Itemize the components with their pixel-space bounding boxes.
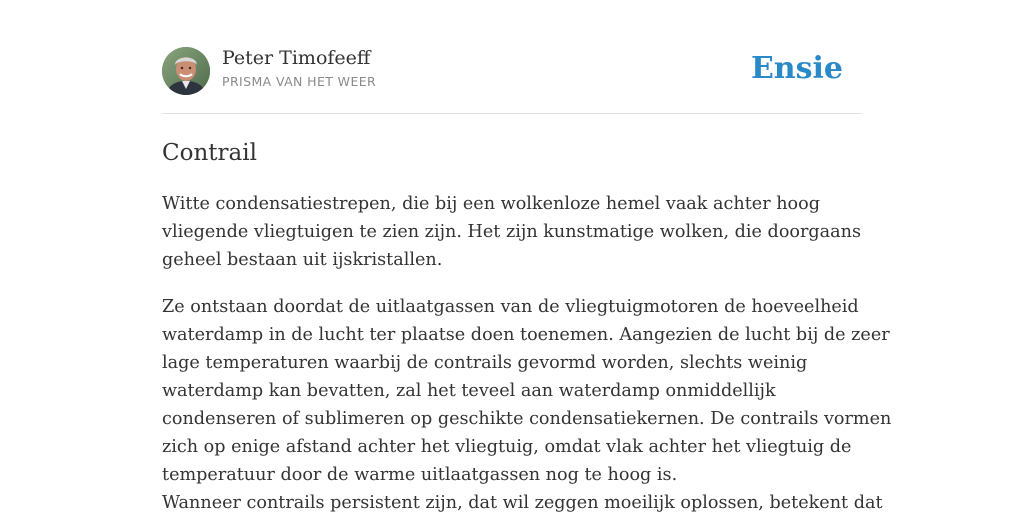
text-line: temperatuur door de warme uitlaatgassen nog te hoog is. (162, 465, 678, 485)
text-line: geheel bestaan uit ijskristallen. (162, 250, 443, 270)
author-subtitle[interactable]: PRISMA VAN HET WEER (222, 74, 377, 89)
text-line: Witte condensatiestrepen, die bij een wolkenloze hemel vaak achter hoog (162, 194, 820, 214)
text-line: waterdamp in de lucht ter plaatse doen toenemen. Aangezien de lucht bij de zeer (162, 325, 890, 345)
author-name[interactable]: Peter Timofeeff (222, 47, 371, 69)
article-container (162, 0, 892, 512)
paragraph (162, 293, 892, 512)
text-line: Ze ontstaan doordat de uitlaatgassen van de vliegtuigmotoren de hoeveelheid (162, 297, 859, 317)
article-title: Contrail (162, 140, 257, 166)
text-line: Wanneer contrails persistent zijn, dat wil zeggen moeilijk oplossen, betekent dat (162, 493, 883, 512)
text-line: zich op enige afstand achter het vliegtuig, omdat vlak achter het vliegtuig de (162, 437, 852, 457)
author-avatar[interactable] (162, 47, 210, 95)
author-portrait-icon (162, 47, 210, 95)
article-header (162, 0, 862, 114)
text-line: vliegende vliegtuigen te zien zijn. Het zijn kunstmatige wolken, die doorgaans (162, 222, 862, 242)
text-line: condenseren of sublimeren op geschikte condensatiekernen. De contrails vormen (162, 409, 892, 429)
text-line: lage temperaturen waarbij de contrails gevormd worden, slechts weinig (162, 353, 808, 373)
article-body (162, 190, 892, 512)
paragraph (162, 190, 862, 274)
text-line: waterdamp kan bevatten, zal het teveel aan waterdamp onmiddellijk (162, 381, 776, 401)
brand-logo[interactable]: Ensie (750, 51, 843, 86)
